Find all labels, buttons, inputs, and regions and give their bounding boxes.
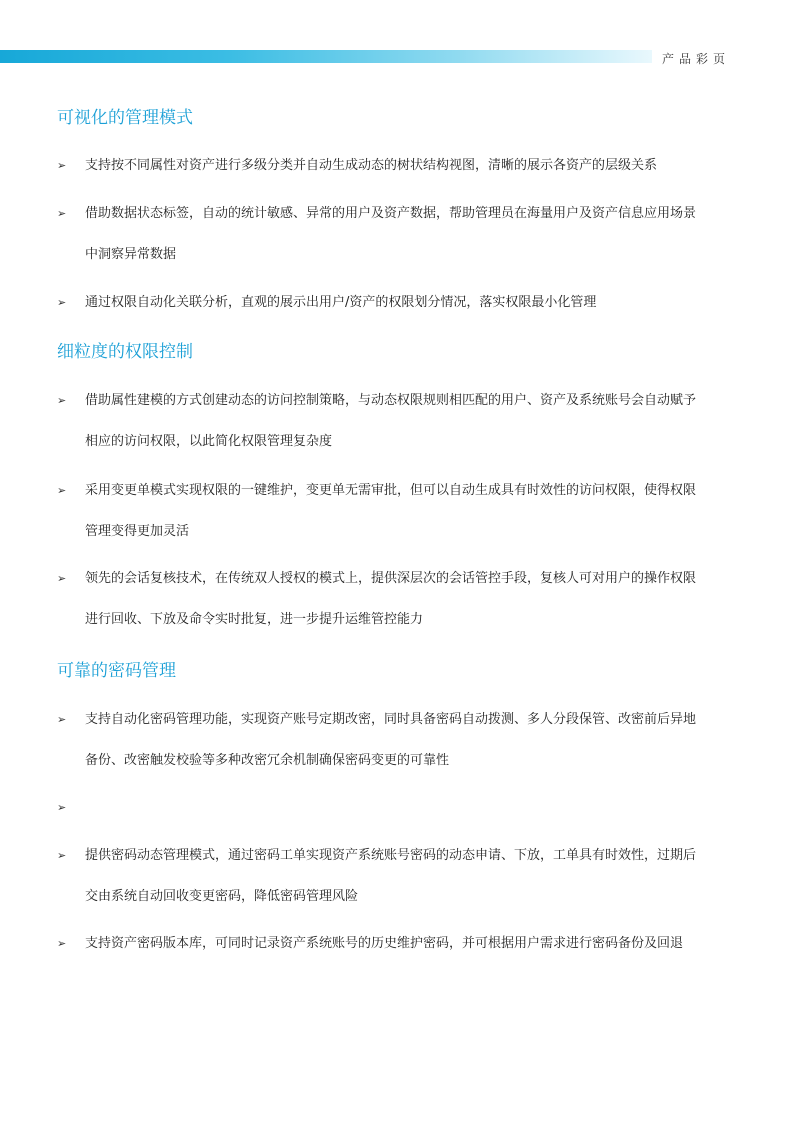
arrow-bullet-icon: ➢ — [57, 159, 67, 172]
arrow-bullet-icon: ➢ — [57, 484, 67, 497]
item-text: 采用变更单模式实现权限的一键维护，变更单无需审批，但可以自动生成具有时效性的访问权限，使得权限 — [85, 483, 697, 498]
item-text: 借助数据状态标签，自动的统计敏感、异常的用户及资产数据，帮助管理员在海量用户及资产信息应用场景 — [85, 206, 697, 221]
item-text: 管理变得更加灵活 — [85, 524, 190, 539]
item-text: 备份、改密触发校验等多种改密冗余机制确保密码变更的可靠性 — [85, 753, 450, 768]
item-text: 支持按不同属性对资产进行多级分类并自动生成动态的树状结构视图，清晰的展示各资产的层级关系 — [85, 158, 658, 173]
item-text: 支持资产密码版本库，可同时记录资产系统账号的历史维护密码，并可根据用户需求进行密码备份及回退 — [85, 936, 684, 951]
arrow-bullet-icon: ➢ — [57, 207, 67, 220]
item-text: 借助属性建模的方式创建动态的访问控制策略，与动态权限规则相匹配的用户、资产及系统账号会自动赋予 — [85, 393, 697, 408]
header-gradient-bar — [0, 50, 652, 63]
item-text: 支持自动化密码管理功能，实现资产账号定期改密，同时具备密码自动拨测、多人分段保管、改密前后异地 — [85, 712, 697, 727]
arrow-bullet-icon: ➢ — [57, 801, 67, 814]
section-title-visual-management: 可视化的管理模式 — [57, 108, 193, 128]
item-text: 相应的访问权限，以此简化权限管理复杂度 — [85, 434, 333, 449]
arrow-bullet-icon: ➢ — [57, 849, 67, 862]
arrow-bullet-icon: ➢ — [57, 394, 67, 407]
arrow-bullet-icon: ➢ — [57, 937, 67, 950]
header-label: 产品彩页 — [662, 52, 731, 66]
item-text: 中洞察异常数据 — [85, 247, 177, 262]
item-text: 提供密码动态管理模式，通过密码工单实现资产系统账号密码的动态申请、下放，工单具有时效性，过期后 — [85, 848, 697, 863]
item-text: 领先的会话复核技术，在传统双人授权的模式上，提供深层次的会话管控手段，复核人可对用户的操作权限 — [85, 571, 697, 586]
section-title-fine-grained-permissions: 细粒度的权限控制 — [57, 342, 193, 362]
item-text: 进行回收、下放及命令实时批复，进一步提升运维管控能力 — [85, 612, 424, 627]
section-title-password-management: 可靠的密码管理 — [57, 661, 176, 681]
arrow-bullet-icon: ➢ — [57, 296, 67, 309]
arrow-bullet-icon: ➢ — [57, 713, 67, 726]
arrow-bullet-icon: ➢ — [57, 572, 67, 585]
item-text: 交由系统自动回收变更密码，降低密码管理风险 — [85, 889, 359, 904]
item-text: 通过权限自动化关联分析，直观的展示出用户/资产的权限划分情况，落实权限最小化管理 — [85, 295, 597, 310]
